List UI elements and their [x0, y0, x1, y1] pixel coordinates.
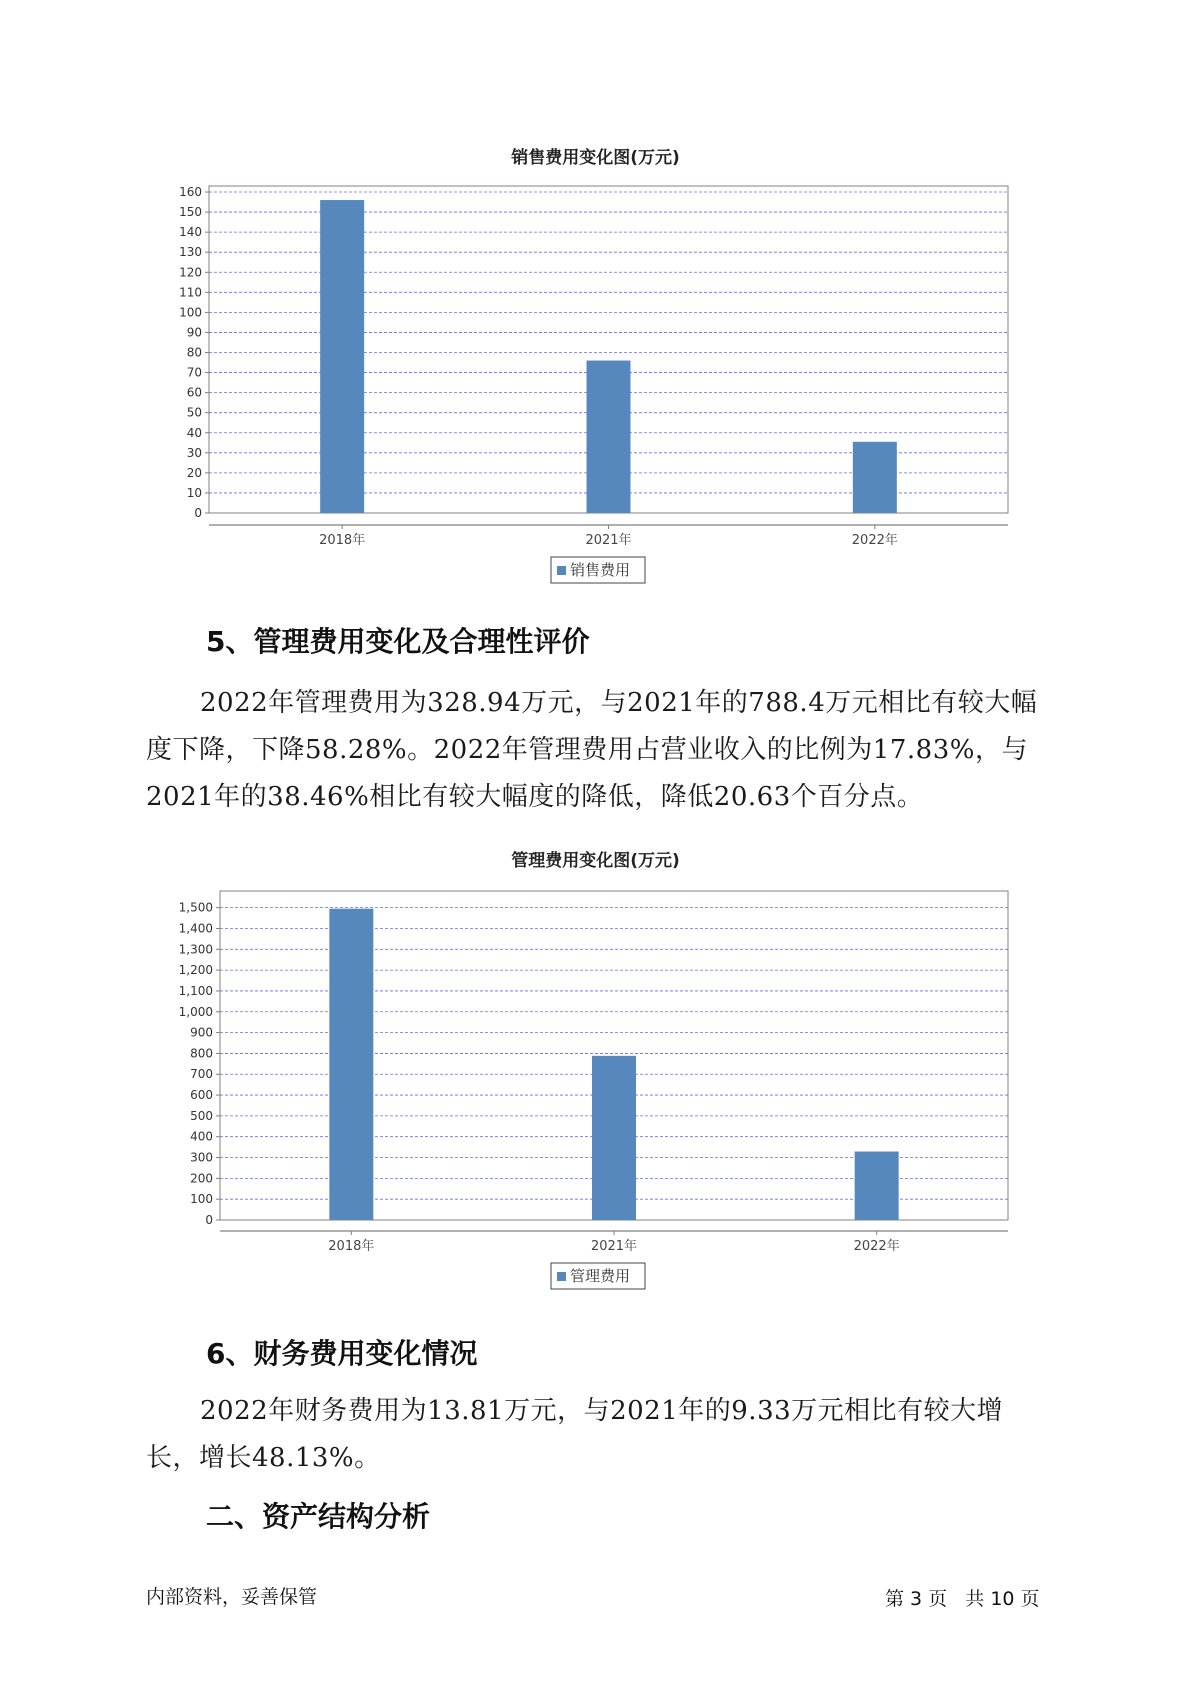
footer-confidential: 内部资料，妥善保管 — [146, 1586, 318, 1608]
chart2-bar-2022年 — [855, 1152, 899, 1220]
chart2-y-tick-label: 300 — [190, 1150, 213, 1165]
chart2-x-tick-label: 2021年 — [590, 1239, 638, 1254]
chart1-y-tick-label: 80 — [186, 345, 202, 360]
chart1-y-tick-label: 30 — [186, 445, 202, 460]
chart1-y-tick-label: 100 — [179, 305, 202, 320]
chart1-title: 销售费用变化图(万元) — [511, 148, 680, 168]
chart1-y-tick-label: 140 — [179, 225, 202, 240]
chart2-bar-2021年 — [592, 1056, 636, 1220]
chart2-x-tick-label: 2018年 — [328, 1239, 375, 1254]
chart2-y-tick-label: 600 — [190, 1088, 213, 1103]
chart2-y-tick-label: 400 — [190, 1129, 213, 1144]
chart1-y-tick-label: 50 — [186, 405, 202, 420]
chart2-y-tick-label: 1,100 — [178, 983, 213, 998]
chart2-y-tick-label: 0 — [205, 1213, 213, 1227]
chart1-y-tick-label: 0 — [194, 506, 202, 520]
chart2-y-tick-label: 1,000 — [178, 1004, 213, 1019]
chart2-y-tick-label: 1,300 — [178, 942, 213, 957]
chart2-legend-label: 管理费用 — [570, 1267, 631, 1285]
part2-heading: 二、资产结构分析 — [206, 1500, 431, 1533]
chart1-legend-label: 销售费用 — [570, 561, 631, 579]
chart1-y-tick-label: 130 — [179, 245, 202, 260]
chart2-y-tick-label: 100 — [190, 1192, 213, 1207]
chart1-y-tick-label: 10 — [186, 485, 202, 500]
chart2-legend-swatch — [557, 1272, 566, 1281]
chart1-x-tick-label: 2022年 — [851, 533, 898, 548]
chart1-y-tick-label: 20 — [186, 465, 202, 480]
chart1-x-tick-label: 2021年 — [585, 533, 632, 548]
section5-paragraph: 2022年管理费用为328.94万元，与2021年的788.4万元相比有较大幅度下降，下降58.28%。2022年管理费用占营业收入的比例为17.83%，与2021年的38.46%相比有较大幅度的降低，降低20.63个百分点。 — [146, 688, 1038, 812]
section6-heading: 6、财务费用变化情况 — [206, 1337, 478, 1370]
chart2-y-tick-label: 900 — [190, 1025, 213, 1040]
chart1-y-tick-label: 120 — [179, 265, 202, 280]
chart2-y-tick-label: 1,500 — [178, 900, 213, 915]
section5-heading: 5、管理费用变化及合理性评价 — [206, 625, 590, 658]
chart1-x-tick-label: 2018年 — [319, 533, 366, 548]
chart1-y-tick-label: 150 — [179, 205, 202, 220]
chart2-y-tick-label: 1,400 — [178, 921, 213, 936]
chart1-y-tick-label: 70 — [186, 365, 202, 380]
chart1-y-tick-label: 90 — [186, 325, 202, 340]
section6-paragraph: 2022年财务费用为13.81万元，与2021年的9.33万元相比有较大增长，增长48.13%。 — [146, 1396, 1004, 1473]
chart1-y-tick-label: 160 — [179, 185, 202, 200]
chart2-y-tick-label: 800 — [190, 1046, 213, 1061]
chart2-bar-2018年 — [329, 909, 373, 1220]
chart2-y-tick-label: 500 — [190, 1108, 213, 1123]
chart1-y-tick-label: 60 — [186, 385, 202, 400]
chart2-y-tick-label: 200 — [190, 1171, 213, 1186]
chart2-title: 管理费用变化图(万元) — [511, 851, 680, 871]
chart2-x-tick-label: 2022年 — [853, 1239, 900, 1254]
chart1-y-tick-label: 110 — [179, 285, 202, 300]
chart1-y-tick-label: 40 — [186, 425, 202, 440]
chart2-y-tick-label: 700 — [190, 1067, 213, 1082]
footer-page-number: 第 3 页 共 10 页 — [885, 1588, 1040, 1610]
chart2-y-tick-label: 1,200 — [178, 963, 213, 978]
